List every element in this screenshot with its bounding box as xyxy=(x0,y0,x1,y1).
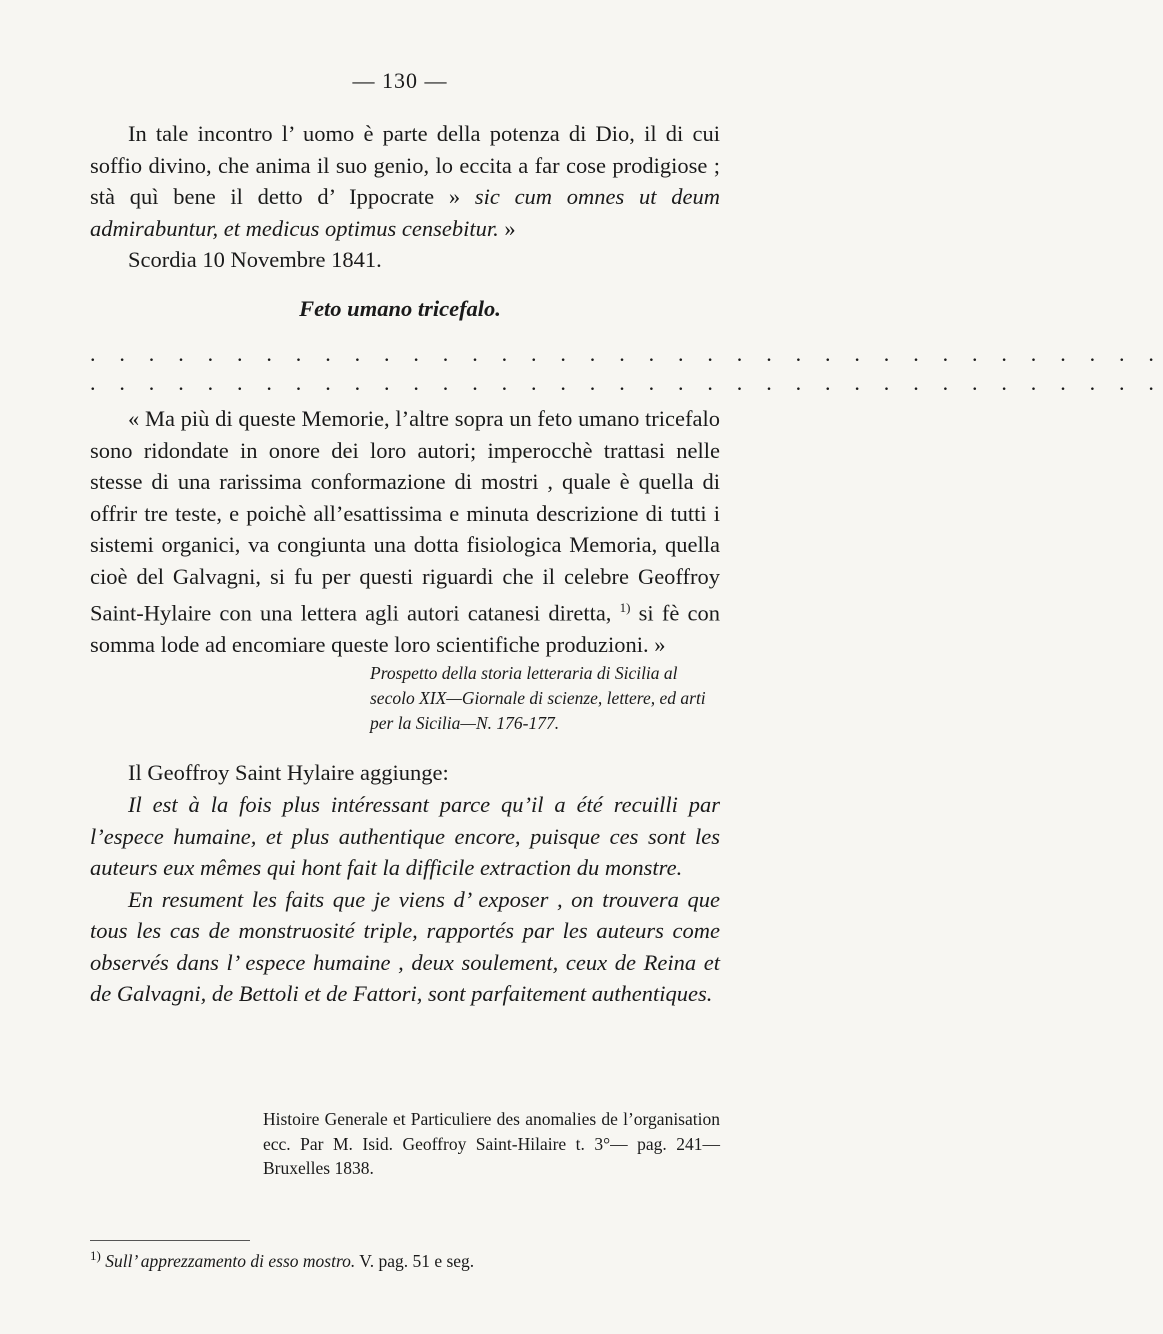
footnote-marker: 1) xyxy=(90,1248,101,1263)
footnote-divider xyxy=(90,1240,250,1241)
latin-quote: sic cum omnes ut deum admirabuntur, et medicus optimus censebitur. xyxy=(90,184,720,241)
french-paragraph-1: Il est à la fois plus intéressant parce qu’il a été recuilli par l’espece humaine, et plus authentique encore, puisque ces sont les auteurs eux mêmes qui hont fait la difficile extraction du monstre. xyxy=(90,792,720,880)
intro-line: Il Geoffroy Saint Hylaire aggiunge: xyxy=(128,760,449,785)
book-citation: Histoire Generale et Particuliere des anomalies de l’organisation ecc. Par M. Isid. Geoffroy Saint-Hilaire t. 3°— pag. 241—Bruxelles 1838. xyxy=(263,1109,720,1178)
section-title: Feto umano tricefalo. xyxy=(299,296,501,321)
french-quotation xyxy=(90,789,720,1010)
paragraph-text: In tale incontro l’ uomo è parte della potenza di Dio, il di cui soffio divino, che anima il suo genio, lo eccita a far cose prodigiose ; stà quì bene il detto d’ Ippocrate » xyxy=(90,121,720,209)
dateline: Scordia 10 Novembre 1841. xyxy=(128,247,382,272)
source-reference: Prospetto della storia letteraria di Sicilia al secolo XIX—Giornale di scienze, lettere, ed arti per la Sicilia—N. 176-177. xyxy=(370,663,706,733)
footnote-reference: 1) xyxy=(619,600,631,615)
ellipsis-row-2: . . . . . . . . . . . . . . . . . . . . . . . . . . . . . . . . . . . . . xyxy=(90,370,1163,395)
page-number: — 130 — xyxy=(352,68,448,93)
footnote-text: V. pag. 51 e seg. xyxy=(355,1250,475,1271)
paragraph-text: « Ma più di queste Memorie, l’altre sopra un feto umano tricefalo sono ridondate in onore dei loro autori; imperocchè trattasi nelle stesse di una rarissima conformazione di mostri , quale è quella di offrir tre teste, e poichè all’esattissima e minuta descrizione di tutti i sistemi organici, va congiunta una dotta fisiologica Memoria, quella cioè del Galvagni, si fu per questi riguardi che il celebre Geoffroy Saint-Hylaire con una lettera agli autori catanesi diretta, xyxy=(90,406,720,626)
paragraph-text-end: » xyxy=(498,215,516,241)
opening-paragraph xyxy=(90,118,720,244)
quoted-paragraph xyxy=(90,403,720,661)
paragraph-text-end: si fè con somma lode ad encomiare queste loro scientifiche produzioni. » xyxy=(90,600,720,657)
footnote xyxy=(90,1244,720,1273)
ellipsis-row-1: . . . . . . . . . . . . . . . . . . . . . . . . . . . . . . . . . . . . . xyxy=(90,341,1163,366)
french-paragraph-2: En resument les faits que je viens d’ exposer , on trouvera que tous les cas de monstruosité triple, rapportés par les auteurs come observés dans l’ espece humaine , deux soulement, ceux de Reina et de Galvagni, de Bettoli et de Fattori, sont parfaitement authentiques. xyxy=(90,886,720,1006)
footnote-title: Sull’ apprezzamento di esso mostro. xyxy=(105,1250,356,1271)
